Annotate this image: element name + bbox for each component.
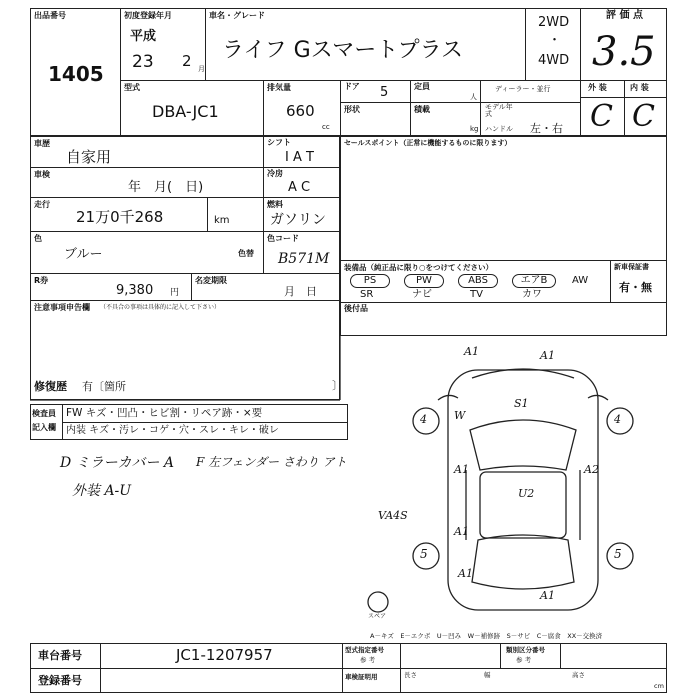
handwritten-note-2: F 左フェンダー さわり アト [196,455,347,469]
equipment-item-navi: ナビ [412,289,432,300]
color-code: B571M [278,251,330,267]
fuel-label: 燃料 [267,200,283,209]
rear-window [472,535,574,589]
shift: I A T [285,150,314,165]
length-label: 長さ [404,671,417,679]
ac: A C [288,180,311,195]
drive-dot: ・ [548,33,562,48]
diagram-mark: A1 [464,345,479,358]
score: 3.5 [592,29,656,75]
equipment-item-pw: PW [404,274,444,288]
spare-tire [368,592,388,612]
name-change: 月 日 [284,285,317,298]
month-unit: 月 [198,65,205,73]
yen-unit: 円 [170,288,180,298]
equipment-item-abs: ABS [458,274,498,288]
inspector-label-2: 記入欄 [32,423,56,432]
warranty: 有・無 [619,281,652,294]
warranty-label: 新車保証書 [614,263,649,271]
ref-label-2: 参 考 [516,656,532,664]
equipment-item-aw: AW [572,275,589,286]
repaint-label: 色替 [238,249,254,258]
interior-grade: C [632,99,655,134]
drive-2wd: 2WD [538,15,570,30]
recycle: 9,380 [116,283,154,298]
inspection: 年 月( 日) [128,180,204,195]
equipment-item-airbag: エアB [512,274,556,288]
year: 23 [132,52,154,72]
diagram-mark: U2 [518,487,535,500]
inspector-label-1: 検査員 [32,409,56,418]
diagram-mark: 5 [614,547,622,561]
diagram-mark: A1 [540,349,555,362]
notes-sub: （不具合の事項は具体的に記入して下さい） [100,304,221,311]
lot-number: 1405 [48,62,104,86]
color-label: 色 [34,234,42,243]
grade-label: 評 価 点 [606,10,643,21]
doors: 5 [380,85,389,100]
diagram-mark: 5 [420,547,428,561]
name-label: 車名・グレード [209,11,265,20]
color: ブルー [64,247,103,262]
equipment-item-ps: PS [350,274,390,288]
interior-label: 内 装 [630,83,649,92]
height-label: 高さ [572,671,585,679]
handwritten-note-1: D ミラーカバー A [60,455,174,471]
diagram-mark: A1 [454,463,469,476]
person-unit: 人 [470,93,477,101]
car-roof [480,472,566,538]
handle: 左・右 [530,122,563,135]
diagram-mark: S1 [514,397,529,410]
diagram-mark: VA4S [378,509,408,522]
model-label: 型式 [124,83,140,92]
month: 2 [182,52,192,70]
diagram-mark: 4 [420,413,427,426]
inspection-label: 車検 [34,170,50,179]
first-reg-label: 初度登録年月 [124,11,172,20]
mileage: 21万0千268 [76,208,164,226]
usage: 自家用 [66,148,112,166]
km-unit: km [214,215,230,226]
kg-unit: kg [470,125,479,133]
doors-label: ドア [344,82,360,91]
class-label: 類別区分番号 [506,646,545,654]
usage-label: 車歴 [34,139,50,148]
sales-point-label: セールスポイント（正常に機能するものに限ります） [344,139,512,147]
chassis-label: 車台番号 [38,649,82,662]
exterior-label: 外 装 [588,83,607,92]
capacity-label: 定員 [414,82,430,91]
ac-label: 冷房 [267,169,283,178]
recycle-label: R券 [34,276,49,285]
cert-label: 車検証明用 [345,673,378,681]
inspector-line-1: FW キズ・凹凸・ヒビ割・リペア跡・×要 [66,407,263,419]
equipment-label: 装備品（純正品に限り○をつけてください） [344,263,494,272]
mileage-label: 走行 [34,200,50,209]
model-year-label: モデル年式 [485,103,513,118]
fuel: ガソリン [270,212,326,228]
era: 平成 [130,29,157,44]
damage-legend: A－キズ E－エクボ U－凹み W－補修跡 S－サビ C－腐食 XX－交換済 [370,632,603,640]
exterior-grade: C [590,99,613,134]
aftermarket-label: 後付品 [344,304,368,313]
model: DBA-JC1 [152,102,219,121]
width-label: 幅 [484,671,491,679]
handwritten-note-3: 外装 A-U [72,483,132,499]
registration-label: 登録番号 [38,674,82,687]
repair-value: 有〔箇所 [82,380,126,393]
equipment-item-tv: TV [470,289,483,300]
diagram-mark: A2 [584,463,599,476]
name-change-label: 名変期限 [195,276,227,285]
equipment-item-leather: カワ [522,289,542,300]
diagram-mark: A1 [458,567,473,580]
repair-close: 〕 [332,379,343,392]
dealer-label: ディーラー・並行 [495,85,551,93]
chassis-number: JC1-1207957 [176,646,273,664]
displacement-label: 排気量 [267,83,291,92]
diagram-mark: W [454,409,466,422]
type-cert-label: 型式指定番号 [345,646,384,654]
windshield [470,420,576,470]
diagram-mark: 4 [614,413,621,426]
equipment-item-sr: SR [360,289,374,300]
shape-label: 形状 [344,105,360,114]
diagram-mark: A1 [540,589,555,602]
notes-label: 注意事項申告欄 [34,303,90,312]
drive-4wd: 4WD [538,53,570,68]
car-name: ライフ Gスマートプラス [222,38,463,63]
displacement: 660 [286,102,315,120]
handle-label: ハンドル [485,125,513,133]
spare-label: スペア [368,613,387,620]
inspector-line-2: 内装 キズ・汚レ・コゲ・穴・スレ・キレ・破レ [66,425,279,436]
cm-unit: cm [654,682,664,690]
color-code-label: 色コード [267,234,299,243]
repair-label: 修復歴 [34,380,67,393]
ref-label-1: 参 考 [360,656,376,664]
lot-label: 出品番号 [34,11,66,20]
diagram-mark: A1 [454,525,469,538]
shift-label: シフト [267,138,291,147]
cc-unit: cc [322,123,330,131]
load-label: 積載 [414,105,430,114]
